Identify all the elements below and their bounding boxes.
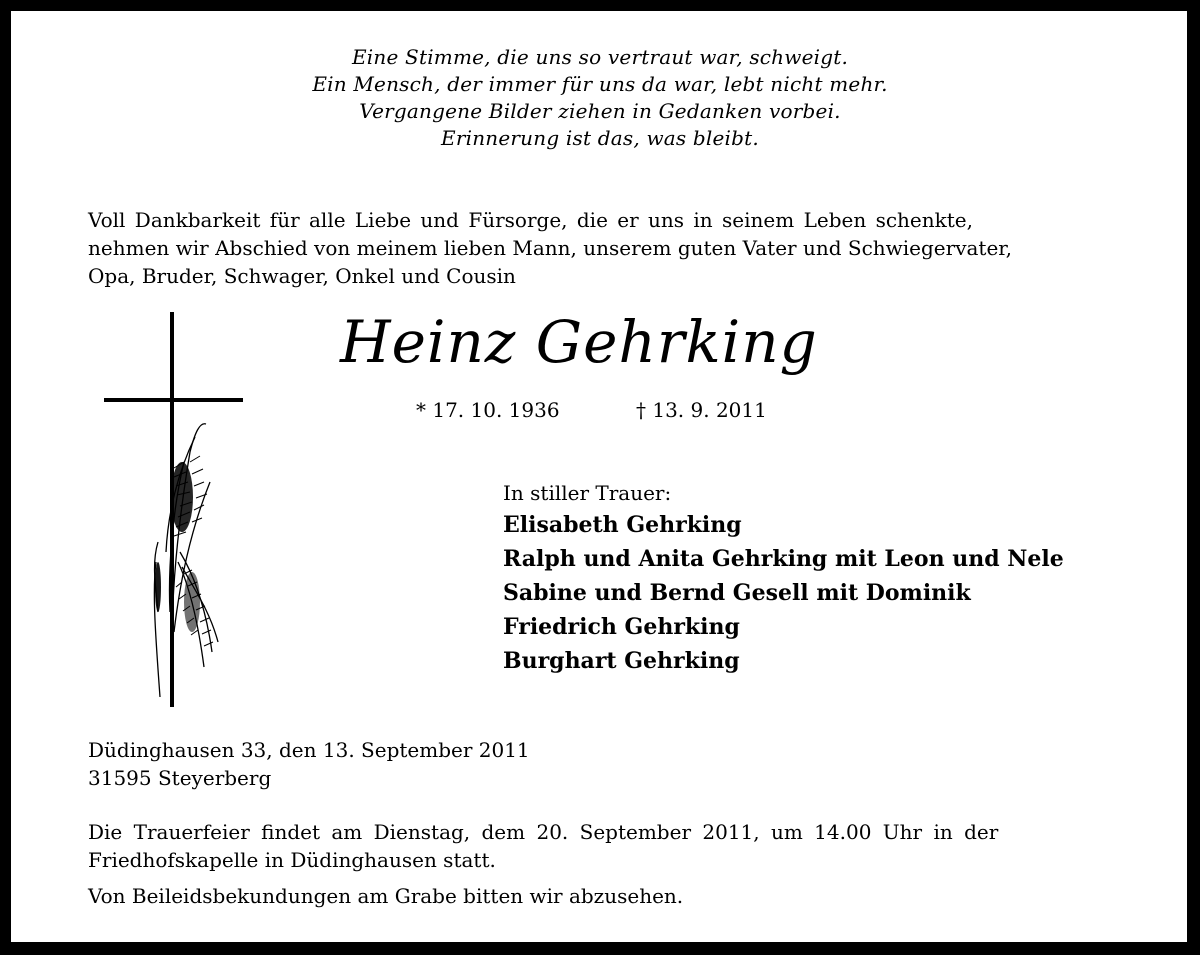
birth-date: * 17. 10. 1936 <box>416 398 560 422</box>
intro-line: nehmen wir Abschied von meinem lieben Mann, unserem guten Vater und Schwiegervater, <box>88 236 1013 260</box>
mourner-name: Friedrich Gehrking <box>503 614 740 640</box>
mourner-name: Ralph und Anita Gehrking mit Leon und Nele <box>503 546 1064 572</box>
address-line: Düdinghausen 33, den 13. September 2011 <box>88 738 530 762</box>
intro-line: Voll Dankbarkeit für alle Liebe und Fürsorge, die er uns in seinem Leben schenkte, <box>88 208 973 232</box>
intro-line: Opa, Bruder, Schwager, Onkel und Cousin <box>88 264 516 288</box>
funeral-line: Die Trauerfeier findet am Dienstag, dem 20. September 2011, um 14.00 Uhr in der <box>88 820 999 844</box>
spacer <box>88 874 1112 882</box>
address-line: 31595 Steyerberg <box>88 766 272 790</box>
deceased-name: Heinz Gehrking <box>340 308 818 376</box>
mourner-name: Elisabeth Gehrking <box>503 512 742 538</box>
poem-line: Erinnerung ist das, was bleibt. <box>441 126 759 150</box>
intro-text <box>88 206 1112 290</box>
mourner-name: Sabine und Bernd Gesell mit Dominik <box>503 580 971 606</box>
address-block <box>88 736 530 792</box>
mourner-name: Burghart Gehrking <box>503 648 740 674</box>
funeral-line: Von Beileidsbekundungen am Grabe bitten wir abzusehen. <box>88 884 684 908</box>
poem-line: Eine Stimme, die uns so vertraut war, schweigt. <box>351 45 849 69</box>
poem-line: Vergangene Bilder ziehen in Gedanken vorbei. <box>359 99 841 123</box>
memorial-poem <box>0 44 1200 152</box>
death-date: † 13. 9. 2011 <box>636 398 767 422</box>
funeral-line: Friedhofskapelle in Düdinghausen statt. <box>88 848 496 872</box>
funeral-notice <box>88 818 1112 910</box>
poem-line: Ein Mensch, der immer für uns da war, lebt nicht mehr. <box>312 72 888 96</box>
mourners-label: In stiller Trauer: <box>503 481 672 505</box>
mourners-block <box>503 478 1064 678</box>
cross-with-grass-icon <box>100 312 250 712</box>
